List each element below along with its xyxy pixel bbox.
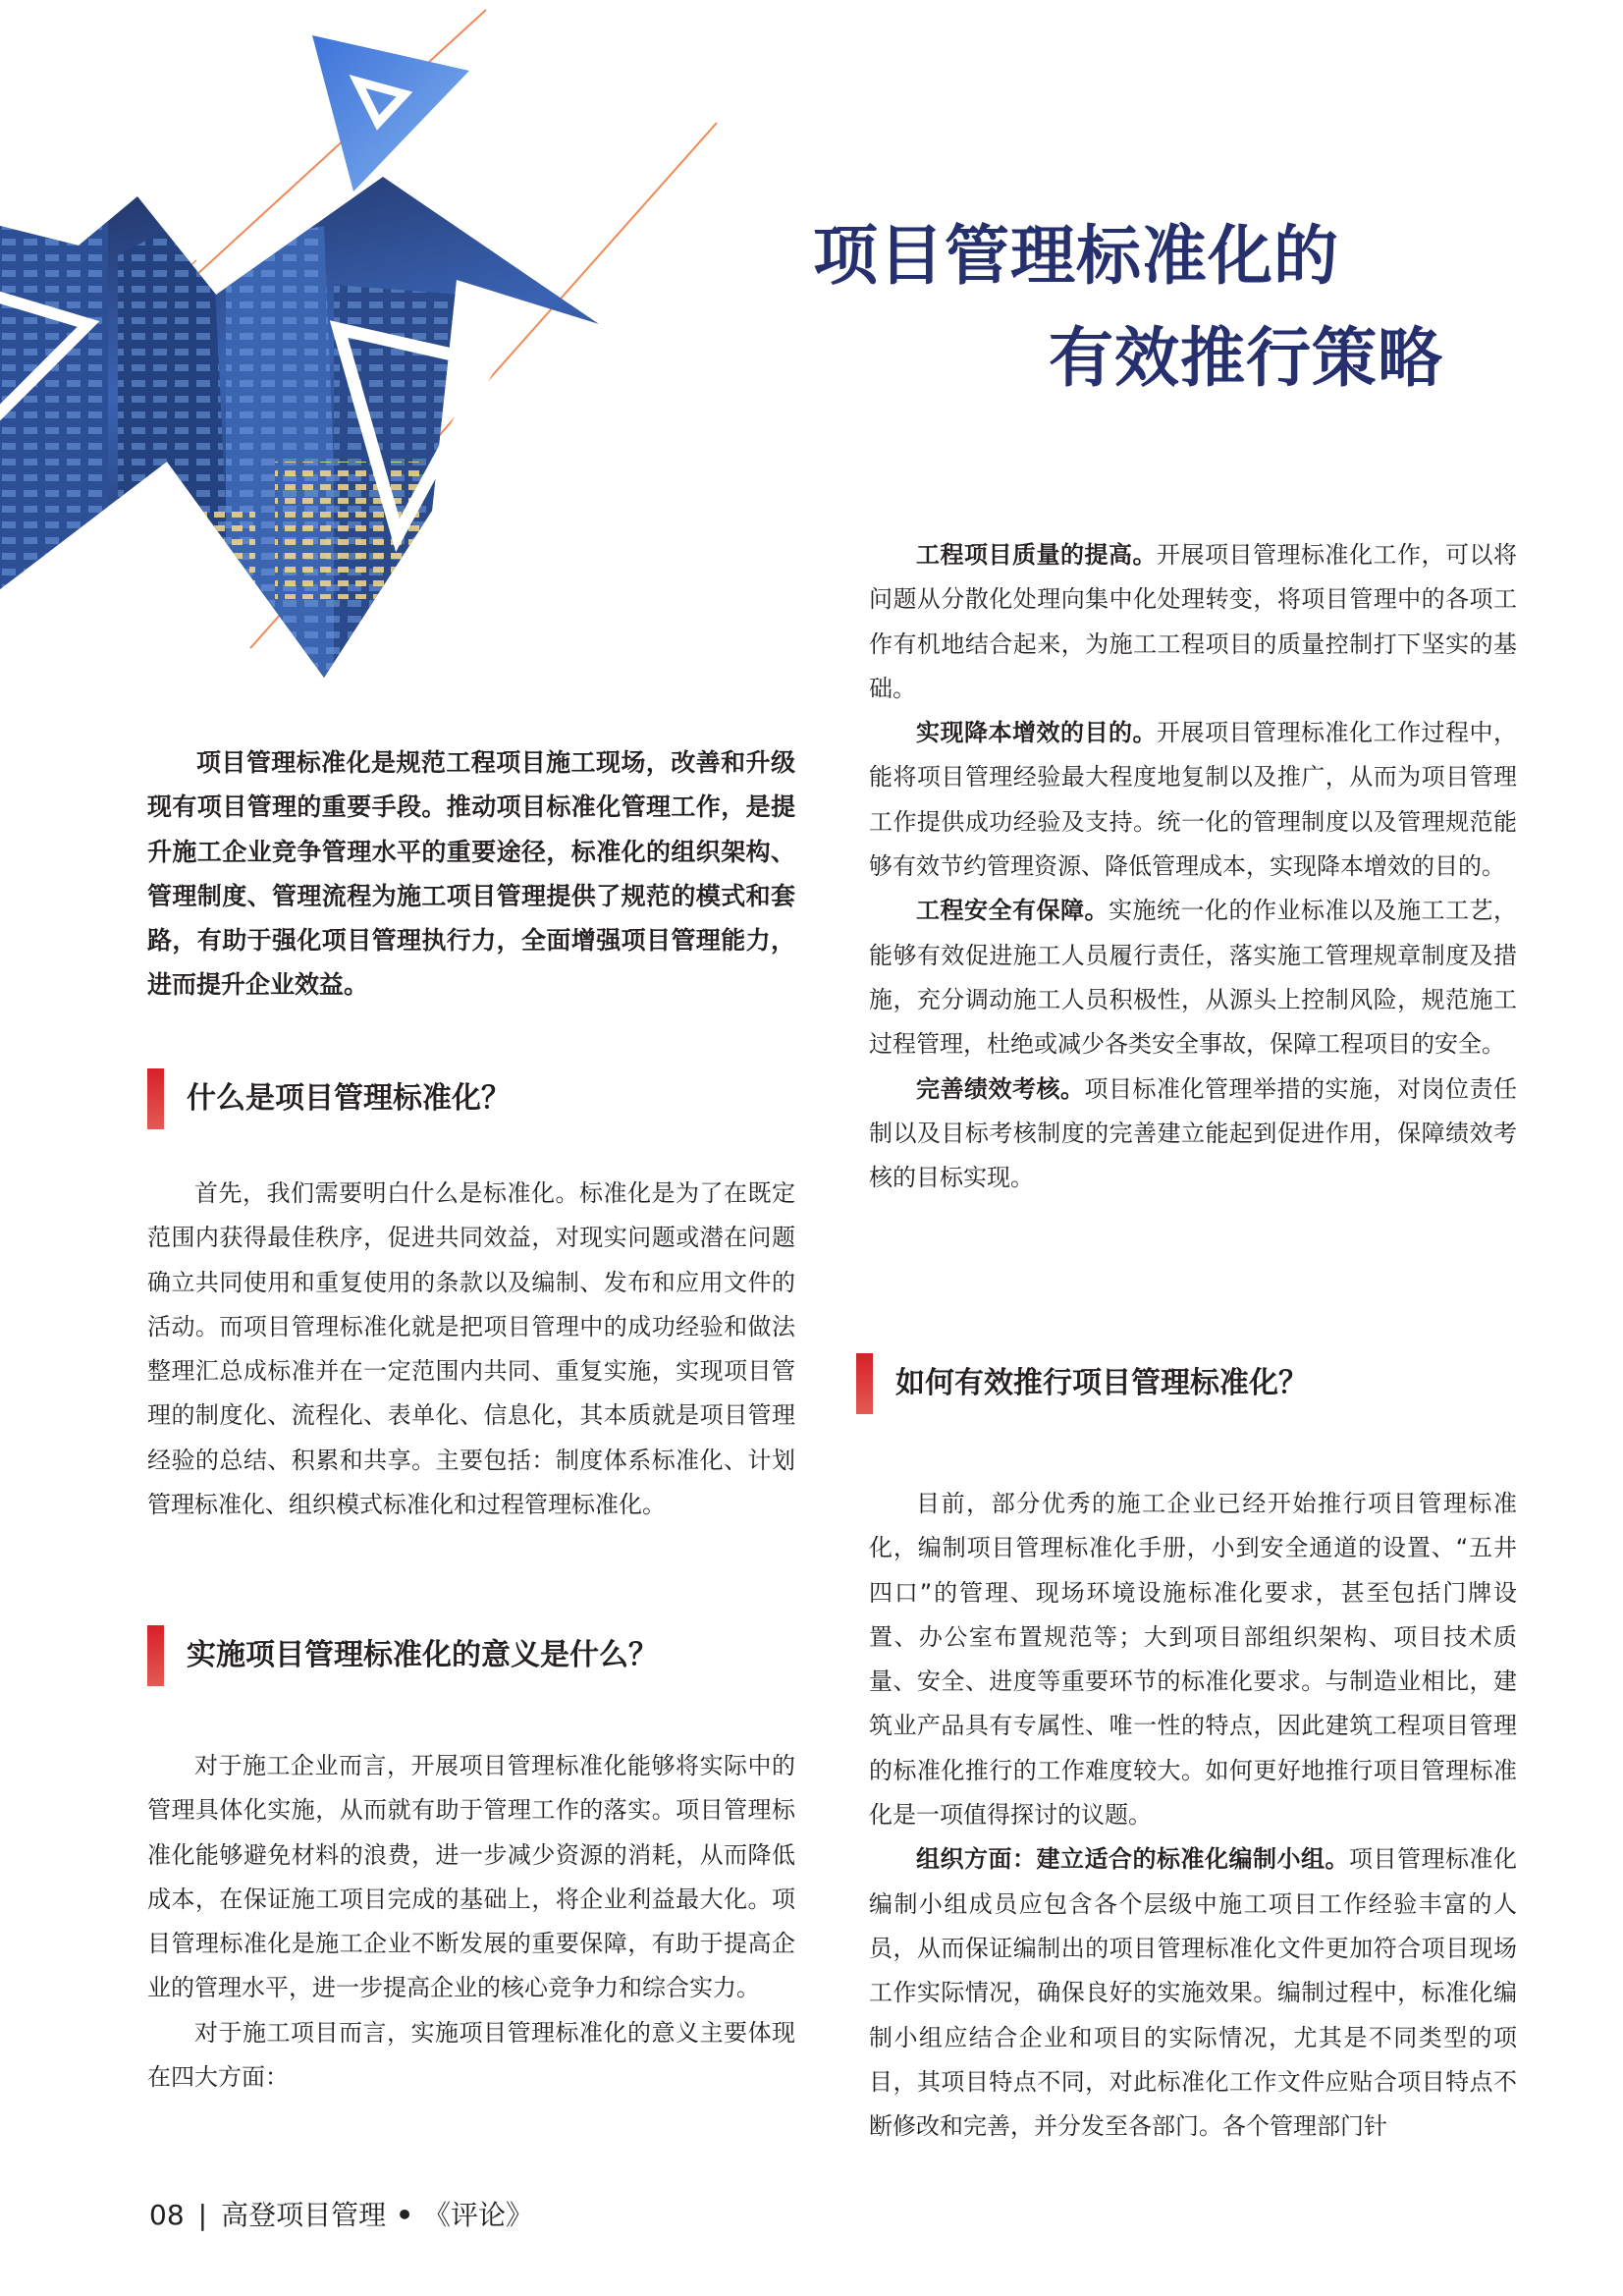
lead-paragraph: 项目管理标准化是规范工程项目施工现场，改善和升级现有项目管理的重要手段。推动项目标准化管理工作，是提升施工企业竞争管理水平的重要途径，标准化的组织架构、管理制度、管理流程为施工项目管理提供了规范的模式和套路，有助于强化项目管理执行力，全面增强项目管理能力，进而提升企业效益。 (147, 748, 795, 1000)
heading-accent-bar (856, 1353, 873, 1414)
body-paragraph: 对于施工项目而言，实施项目管理标准化的意义主要体现在四大方面： (147, 2018, 795, 2092)
right-column-points (869, 533, 1517, 1200)
section-heading-text: 什么是项目管理标准化？ (187, 1081, 511, 1116)
point-text: 开展项目管理标准化工作过程中，能将项目管理经验最大程度地复制以及推广，从而为项目管理工作提供成功经验及支持。统一化的管理制度以及管理规范能够有效节约管理资源、降低管理成本，实现降本增效的目的。 (869, 719, 1517, 881)
section-heading-text: 实施项目管理标准化的意义是什么？ (187, 1638, 658, 1672)
page-number: 08 (149, 2199, 185, 2231)
point-paragraph-performance (869, 1067, 1517, 1201)
page-footer (149, 2196, 533, 2235)
point-paragraph-quality (869, 533, 1517, 711)
footer-dot: • (396, 2199, 413, 2231)
column-name: 《评论》 (423, 2199, 534, 2231)
article-title-line-1: 项目管理标准化的 (813, 218, 1339, 294)
body-paragraph: 目前，部分优秀的施工企业已经开始推行项目管理标准化，编制项目管理标准化手册，小到安全通道的设置、“五井四口”的管理、现场环境设施标准化要求，甚至包括门牌设置、办公室布置规范等；大到项目部组织架构、项目技术质量、安全、进度等重要环节的标准化要求。与制造业相比，建筑业产品具有专属性、唯一性的特点，因此建筑工程项目管理的标准化推行的工作难度较大。如何更好地推行项目管理标准化是一项值得探讨的议题。 (869, 1490, 1517, 1830)
point-paragraph-organization (869, 1837, 1517, 2149)
point-label: 完善绩效考核。 (916, 1074, 1085, 1103)
section-body-how-to (869, 1482, 1517, 2149)
point-paragraph-cost (869, 711, 1517, 889)
body-paragraph: 首先，我们需要明白什么是标准化。标准化是为了在既定范围内获得最佳秩序，促进共同效益，对现实问题或潜在问题确立共同使用和重复使用的条款以及编制、发布和应用文件的活动。而项目管理标准化就是把项目管理中的成功经验和做法整理汇总成标准并在一定范围内共同、重复实施，实现项目管理的制度化、流程化、表单化、信息化，其本质就是项目管理经验的总结、积累和共享。主要包括：制度体系标准化、计划管理标准化、组织模式标准化和过程管理标准化。 (147, 1179, 795, 1519)
point-text: 项目标准化管理举措的实施，对岗位责任制以及目标考核制度的完善建立能起到促进作用，保障绩效考核的目标实现。 (869, 1074, 1517, 1192)
point-paragraph-safety (869, 889, 1517, 1066)
point-text: 项目管理标准化编制小组成员应包含各个层级中施工项目工作经验丰富的人员，从而保证编制出的项目管理标准化文件更加符合项目现场工作实际情况，确保良好的实施效果。编制过程中，标准化编制小组应结合企业和项目的实际情况，尤其是不同类型的项目，其项目特点不同，对此标准化工作文件应贴合项目特点不断修改和完善，并分发至各部门。各个管理部门针 (869, 1845, 1517, 2141)
heading-accent-bar (147, 1625, 164, 1686)
heading-accent-bar (147, 1068, 164, 1129)
section-body-what-is (147, 1172, 795, 1527)
article-title-line-2: 有效推行策略 (1049, 320, 1443, 396)
header-building-artwork (0, 0, 746, 707)
section-body-significance (147, 1744, 795, 2100)
point-label: 组织方面：建立适合的标准化编制小组。 (916, 1845, 1349, 1874)
point-label: 工程安全有保障。 (916, 897, 1109, 925)
point-label: 实现降本增效的目的。 (916, 719, 1157, 747)
section-heading-text: 如何有效推行项目管理标准化？ (895, 1366, 1308, 1400)
body-paragraph: 对于施工企业而言，开展项目管理标准化能够将实际中的管理具体化实施，从而就有助于管理工作的落实。项目管理标准化能够避免材料的浪费，进一步减少资源的消耗，从而降低成本，在保证施工项目完成的基础上，将企业利益最大化。项目管理标准化是施工企业不断发展的重要保障，有助于提高企业的管理水平，进一步提高企业的核心竞争力和综合实力。 (147, 1752, 795, 2002)
magazine-name: 高登项目管理 (221, 2199, 387, 2231)
point-text: 实施统一化的作业标准以及施工工艺，能够有效促进施工人员履行责任，落实施工管理规章制度及措施，充分调动施工人员积极性，从源头上控制风险，规范施工过程管理，杜绝或减少各类安全事故，保障工程项目的安全。 (869, 897, 1517, 1059)
footer-separator: | (197, 2199, 208, 2231)
point-text: 开展项目管理标准化工作，可以将问题从分散化处理向集中化处理转变，将项目管理中的各项工作有机地结合起来，为施工工程项目的质量控制打下坚实的基础。 (869, 541, 1517, 702)
point-label: 工程项目质量的提高。 (916, 541, 1157, 569)
